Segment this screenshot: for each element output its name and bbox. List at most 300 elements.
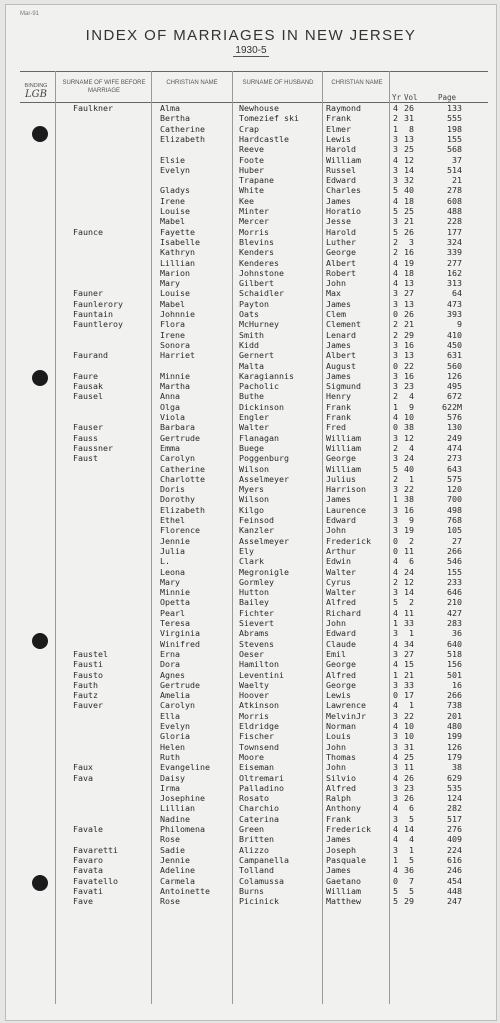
year: 3 xyxy=(393,216,398,227)
volume: 15 xyxy=(404,659,414,670)
record-row xyxy=(6,567,496,577)
volume: 25 xyxy=(404,144,414,155)
wife-christian-name: Julia xyxy=(160,545,185,556)
wife-christian-name: Mary xyxy=(160,278,180,289)
page-number: 21 xyxy=(452,175,462,186)
volume: 33 xyxy=(404,618,414,628)
husband-christian-name: Henry xyxy=(326,391,351,402)
wife-surname: Faure xyxy=(73,370,98,381)
husband-surname: Kee xyxy=(239,195,254,206)
volume: 4 xyxy=(409,442,414,453)
husband-christian-name: James xyxy=(326,298,351,309)
volume: 1 xyxy=(409,700,414,711)
page-number: 501 xyxy=(447,669,462,680)
volume: 22 xyxy=(404,360,414,371)
husband-christian-name: Anthony xyxy=(326,803,361,814)
husband-christian-name: Silvio xyxy=(326,772,356,783)
wife-christian-name: Doris xyxy=(160,484,185,495)
husband-surname: Rosato xyxy=(239,793,269,804)
volume: 25 xyxy=(404,206,414,216)
page-number: 179 xyxy=(447,751,462,762)
husband-christian-name: Louis xyxy=(326,731,351,742)
volume: 16 xyxy=(404,504,414,515)
volume: 11 xyxy=(404,545,414,556)
year: 2 xyxy=(393,329,398,340)
record-row xyxy=(6,690,496,700)
wife-christian-name: Marion xyxy=(160,267,190,278)
volume: 18 xyxy=(404,267,414,278)
wife-surname: Fauntain xyxy=(73,309,113,319)
volume: 11 xyxy=(404,762,414,773)
page-number: 155 xyxy=(447,133,462,144)
husband-christian-name: Julius xyxy=(326,473,356,484)
page-number: 514 xyxy=(447,164,462,175)
page-number: 495 xyxy=(447,381,462,392)
record-row xyxy=(6,206,496,216)
husband-surname: Payton xyxy=(239,298,269,309)
record-row xyxy=(6,814,496,824)
index-card xyxy=(5,4,497,1021)
form-number: Mar-91 xyxy=(20,11,40,17)
record-row xyxy=(6,412,496,422)
wife-christian-name: Elizabeth xyxy=(160,133,205,144)
wife-christian-name: Irene xyxy=(160,195,185,206)
page-number: 646 xyxy=(447,587,462,598)
volume: 12 xyxy=(404,576,414,587)
record-row xyxy=(6,330,496,340)
wife-christian-name: Agnes xyxy=(160,669,185,680)
year: 4 xyxy=(393,607,398,618)
volume: 24 xyxy=(404,566,414,577)
husband-christian-name: Robert xyxy=(326,267,356,278)
husband-surname: Flanagan xyxy=(239,432,279,443)
husband-christian-name: Charles xyxy=(326,185,361,196)
volume: 14 xyxy=(404,164,414,175)
year: 2 xyxy=(393,247,398,258)
wife-christian-name: Bertha xyxy=(160,113,190,124)
wife-christian-name: Winifred xyxy=(160,638,200,649)
record-row xyxy=(6,721,496,731)
page-number: 339 xyxy=(447,247,462,258)
page-number: 126 xyxy=(447,370,462,381)
husband-surname: Alizzo xyxy=(239,844,269,855)
husband-surname: Wilson xyxy=(239,463,269,474)
year: 4 xyxy=(393,154,398,165)
husband-christian-name: Max xyxy=(326,288,341,299)
volume: 12 xyxy=(404,432,414,443)
husband-christian-name: George xyxy=(326,247,356,258)
year: 0 xyxy=(393,309,398,319)
year: 4 xyxy=(393,803,398,814)
wife-christian-name: Martha xyxy=(160,381,190,392)
husband-christian-name: Walter xyxy=(326,587,356,598)
year: 4 xyxy=(393,865,398,876)
year: 0 xyxy=(393,360,398,371)
husband-christian-name: Thomas xyxy=(326,751,356,762)
page-number: 393 xyxy=(447,309,462,319)
page-number: 643 xyxy=(447,463,462,474)
record-row xyxy=(6,700,496,710)
record-row xyxy=(6,350,496,360)
record-row xyxy=(6,227,496,237)
husband-christian-name: Lewis xyxy=(326,690,351,701)
wife-christian-name: Olga xyxy=(160,401,180,412)
record-row xyxy=(6,845,496,855)
husband-surname: Sievert xyxy=(239,618,274,628)
year: 3 xyxy=(393,782,398,793)
page-number: 768 xyxy=(447,515,462,525)
husband-surname: Poggenburg xyxy=(239,453,289,464)
wife-christian-name: Opetta xyxy=(160,597,190,608)
record-row xyxy=(6,185,496,195)
record-row xyxy=(6,783,496,793)
husband-christian-name: Cyrus xyxy=(326,576,351,587)
husband-surname: Mercer xyxy=(239,216,269,227)
volume: 21 xyxy=(404,216,414,227)
husband-surname: Morris xyxy=(239,226,269,237)
wife-christian-name: Rose xyxy=(160,834,180,845)
year: 4 xyxy=(393,772,398,783)
record-row xyxy=(6,113,496,123)
year: 3 xyxy=(393,339,398,350)
husband-christian-name: Edward xyxy=(326,515,356,525)
husband-christian-name: MelvinJr xyxy=(326,710,366,721)
page-number: 640 xyxy=(447,638,462,649)
volume: 16 xyxy=(404,370,414,381)
husband-surname: Gilbert xyxy=(239,278,274,289)
husband-surname: Green xyxy=(239,824,264,834)
husband-surname: Reeve xyxy=(239,144,264,155)
husband-christian-name: Claude xyxy=(326,638,356,649)
volume: 25 xyxy=(404,751,414,762)
header-christian-husband: CHRISTIAN NAME xyxy=(331,80,383,86)
wife-christian-name: Gertrude xyxy=(160,432,200,443)
husband-surname: Abrams xyxy=(239,628,269,639)
year: 5 xyxy=(393,463,398,474)
volume: 13 xyxy=(404,350,414,361)
page-number: 488 xyxy=(447,206,462,216)
husband-surname: Caterina xyxy=(239,813,279,824)
year-range-label: 1930-5 xyxy=(235,45,267,56)
year: 2 xyxy=(393,391,398,402)
husband-christian-name: Joseph xyxy=(326,844,356,855)
husband-surname: Moore xyxy=(239,751,264,762)
year: 4 xyxy=(393,659,398,670)
husband-christian-name: Alfred xyxy=(326,597,356,608)
record-row xyxy=(6,680,496,690)
page-number: 555 xyxy=(447,113,462,124)
page-number: 616 xyxy=(447,854,462,865)
volume: 4 xyxy=(409,834,414,845)
husband-christian-name: Albert xyxy=(326,257,356,268)
volume: 9 xyxy=(409,515,414,525)
year: 3 xyxy=(393,175,398,186)
husband-christian-name: Frank xyxy=(326,113,351,124)
page-number: 249 xyxy=(447,432,462,443)
husband-surname: Atkinson xyxy=(239,700,279,711)
wife-surname: Favatello xyxy=(73,875,118,886)
husband-surname: Kilgo xyxy=(239,504,264,515)
wife-surname: Faunlerory xyxy=(73,298,123,309)
page-number: 282 xyxy=(447,803,462,814)
husband-christian-name: Pasquale xyxy=(326,854,366,865)
volume: 27 xyxy=(404,288,414,299)
husband-surname: Gormley xyxy=(239,576,274,587)
volume: 3 xyxy=(409,236,414,247)
record-row xyxy=(6,309,496,319)
husband-christian-name: Alfred xyxy=(326,669,356,680)
husband-christian-name: Lewis xyxy=(326,133,351,144)
record-row xyxy=(6,865,496,875)
record-row xyxy=(6,361,496,371)
year: 4 xyxy=(393,278,398,289)
volume: 26 xyxy=(404,772,414,783)
volume: 26 xyxy=(404,309,414,319)
husband-christian-name: Ralph xyxy=(326,793,351,804)
husband-christian-name: Edward xyxy=(326,628,356,639)
header-top-rule xyxy=(20,71,488,72)
record-row xyxy=(6,515,496,525)
husband-surname: Karagiannis xyxy=(239,370,294,381)
wife-christian-name: Irma xyxy=(160,782,180,793)
husband-surname: Engler xyxy=(239,412,269,422)
wife-surname: Fausto xyxy=(73,669,103,680)
husband-surname: Morris xyxy=(239,710,269,721)
husband-christian-name: George xyxy=(326,679,356,690)
record-row xyxy=(6,618,496,628)
year: 1 xyxy=(393,123,398,134)
wife-surname: Fauntleroy xyxy=(73,319,123,330)
husband-christian-name: Edwin xyxy=(326,556,351,567)
volume: 6 xyxy=(409,803,414,814)
record-row xyxy=(6,278,496,288)
husband-surname: Foote xyxy=(239,154,264,165)
record-row xyxy=(6,731,496,741)
wife-christian-name: Barbara xyxy=(160,422,195,433)
wife-christian-name: Lillian xyxy=(160,257,195,268)
wife-christian-name: Evangeline xyxy=(160,762,210,773)
year: 3 xyxy=(393,731,398,742)
year: 5 xyxy=(393,597,398,608)
record-row xyxy=(6,834,496,844)
wife-christian-name: Gloria xyxy=(160,731,190,742)
volume: 31 xyxy=(404,741,414,752)
husband-christian-name: William xyxy=(326,154,361,165)
year: 3 xyxy=(393,813,398,824)
page-number: 273 xyxy=(447,453,462,464)
wife-christian-name: Fayette xyxy=(160,226,195,237)
wife-christian-name: Helen xyxy=(160,741,185,752)
volume: 34 xyxy=(404,638,414,649)
page-number: 266 xyxy=(447,545,462,556)
husband-christian-name: John xyxy=(326,618,346,628)
wife-christian-name: Johnnie xyxy=(160,309,195,319)
page-number: 568 xyxy=(447,144,462,155)
husband-surname: Ely xyxy=(239,545,254,556)
husband-christian-name: James xyxy=(326,195,351,206)
page-number: 9 xyxy=(457,319,462,330)
year: 3 xyxy=(393,515,398,525)
husband-surname: McHurney xyxy=(239,319,279,330)
wife-christian-name: Charlotte xyxy=(160,473,205,484)
husband-christian-name: James xyxy=(326,865,351,876)
year: 0 xyxy=(393,690,398,701)
year: 4 xyxy=(393,566,398,577)
husband-christian-name: Norman xyxy=(326,721,356,731)
page-number: 266 xyxy=(447,690,462,701)
volume: 24 xyxy=(404,453,414,464)
wife-christian-name: Leona xyxy=(160,566,185,577)
wife-christian-name: Nadine xyxy=(160,813,190,824)
wife-christian-name: Rose xyxy=(160,896,180,907)
husband-christian-name: Jesse xyxy=(326,216,351,227)
husband-christian-name: Lenard xyxy=(326,329,356,340)
volume: 6 xyxy=(409,556,414,567)
header-yr: Yr xyxy=(392,93,402,102)
wife-christian-name: Ella xyxy=(160,710,180,721)
page-number: 155 xyxy=(447,566,462,577)
husband-surname: Clark xyxy=(239,556,264,567)
wife-christian-name: Erna xyxy=(160,648,180,659)
year: 4 xyxy=(393,412,398,422)
record-row xyxy=(6,464,496,474)
page-number: 177 xyxy=(447,226,462,237)
page-number: 427 xyxy=(447,607,462,618)
husband-christian-name: Richard xyxy=(326,607,361,618)
husband-surname: Newhouse xyxy=(239,103,279,113)
husband-christian-name: Harold xyxy=(326,144,356,155)
record-row xyxy=(6,134,496,144)
husband-christian-name: William xyxy=(326,432,361,443)
husband-christian-name: Russel xyxy=(326,164,356,175)
page-number: 27 xyxy=(452,535,462,546)
record-row xyxy=(6,144,496,154)
husband-christian-name: Sigmund xyxy=(326,381,361,392)
wife-surname: Fave xyxy=(73,896,93,907)
husband-christian-name: Edward xyxy=(326,175,356,186)
record-row xyxy=(6,824,496,834)
wife-christian-name: Pearl xyxy=(160,607,185,618)
record-row xyxy=(6,443,496,453)
husband-christian-name: James xyxy=(326,370,351,381)
volume: 11 xyxy=(404,607,414,618)
record-row xyxy=(6,340,496,350)
wife-christian-name: Daisy xyxy=(160,772,185,783)
husband-surname: Johnstone xyxy=(239,267,284,278)
volume: 21 xyxy=(404,319,414,330)
husband-surname: Smith xyxy=(239,329,264,340)
year: 3 xyxy=(393,587,398,598)
page-number: 450 xyxy=(447,339,462,350)
year: 3 xyxy=(393,288,398,299)
record-row xyxy=(6,381,496,391)
husband-christian-name: John xyxy=(326,278,346,289)
husband-surname: Palladino xyxy=(239,782,284,793)
year: 2 xyxy=(393,442,398,453)
husband-christian-name: Frank xyxy=(326,412,351,422)
page-number: 575 xyxy=(447,473,462,484)
year: 3 xyxy=(393,453,398,464)
wife-christian-name: Flora xyxy=(160,319,185,330)
page-number: 233 xyxy=(447,576,462,587)
record-row xyxy=(6,577,496,587)
year: 2 xyxy=(393,113,398,124)
volume: 22 xyxy=(404,710,414,721)
husband-surname: Hoover xyxy=(239,690,269,701)
husband-christian-name: Horatio xyxy=(326,206,361,216)
husband-christian-name: John xyxy=(326,525,346,536)
year: 1 xyxy=(393,618,398,628)
wife-surname: Fauser xyxy=(73,422,103,433)
husband-surname: Colamussa xyxy=(239,875,284,886)
record-row xyxy=(6,536,496,546)
wife-surname: Faust xyxy=(73,453,98,464)
page-number: 283 xyxy=(447,618,462,628)
year: 0 xyxy=(393,535,398,546)
husband-surname: Waelty xyxy=(239,679,269,690)
husband-surname: Myers xyxy=(239,484,264,495)
volume: 8 xyxy=(409,123,414,134)
wife-surname: Faulkner xyxy=(73,103,113,113)
year: 0 xyxy=(393,875,398,886)
record-row xyxy=(6,196,496,206)
husband-christian-name: John xyxy=(326,741,346,752)
year: 2 xyxy=(393,576,398,587)
wife-christian-name: Josephine xyxy=(160,793,205,804)
page-number: 454 xyxy=(447,875,462,886)
husband-christian-name: Alfred xyxy=(326,782,356,793)
husband-surname: Asselmeyer xyxy=(239,473,289,484)
record-row xyxy=(6,299,496,309)
page-number: 278 xyxy=(447,185,462,196)
husband-christian-name: Matthew xyxy=(326,896,361,907)
husband-surname: Townsend xyxy=(239,741,279,752)
header-surname-husband: SURNAME OF HUSBAND xyxy=(242,80,314,86)
page-number: 199 xyxy=(447,731,462,742)
volume: 31 xyxy=(404,113,414,124)
wife-christian-name: Alma xyxy=(160,103,180,113)
husband-surname: Stevens xyxy=(239,638,274,649)
year: 5 xyxy=(393,185,398,196)
record-row xyxy=(6,237,496,247)
wife-surname: Faussner xyxy=(73,442,113,453)
record-row xyxy=(6,855,496,865)
husband-christian-name: James xyxy=(326,834,351,845)
husband-surname: Feinsod xyxy=(239,515,274,525)
husband-surname: Malta xyxy=(239,360,264,371)
husband-surname: Charchio xyxy=(239,803,279,814)
record-row xyxy=(6,124,496,134)
year: 5 xyxy=(393,896,398,907)
husband-surname: Buthe xyxy=(239,391,264,402)
year: 4 xyxy=(393,638,398,649)
husband-surname: Kanzler xyxy=(239,525,274,536)
wife-christian-name: Ruth xyxy=(160,751,180,762)
wife-surname: Fauner xyxy=(73,288,103,299)
wife-christian-name: Carolyn xyxy=(160,453,195,464)
volume: 32 xyxy=(404,175,414,186)
record-row xyxy=(6,155,496,165)
record-row xyxy=(6,803,496,813)
husband-christian-name: Lawrence xyxy=(326,700,366,711)
wife-surname: Fauver xyxy=(73,700,103,711)
page-number: 37 xyxy=(452,154,462,165)
wife-surname: Faunce xyxy=(73,226,103,237)
husband-christian-name: Frank xyxy=(326,813,351,824)
volume: 1 xyxy=(409,628,414,639)
record-row xyxy=(6,391,496,401)
year: 3 xyxy=(393,370,398,381)
